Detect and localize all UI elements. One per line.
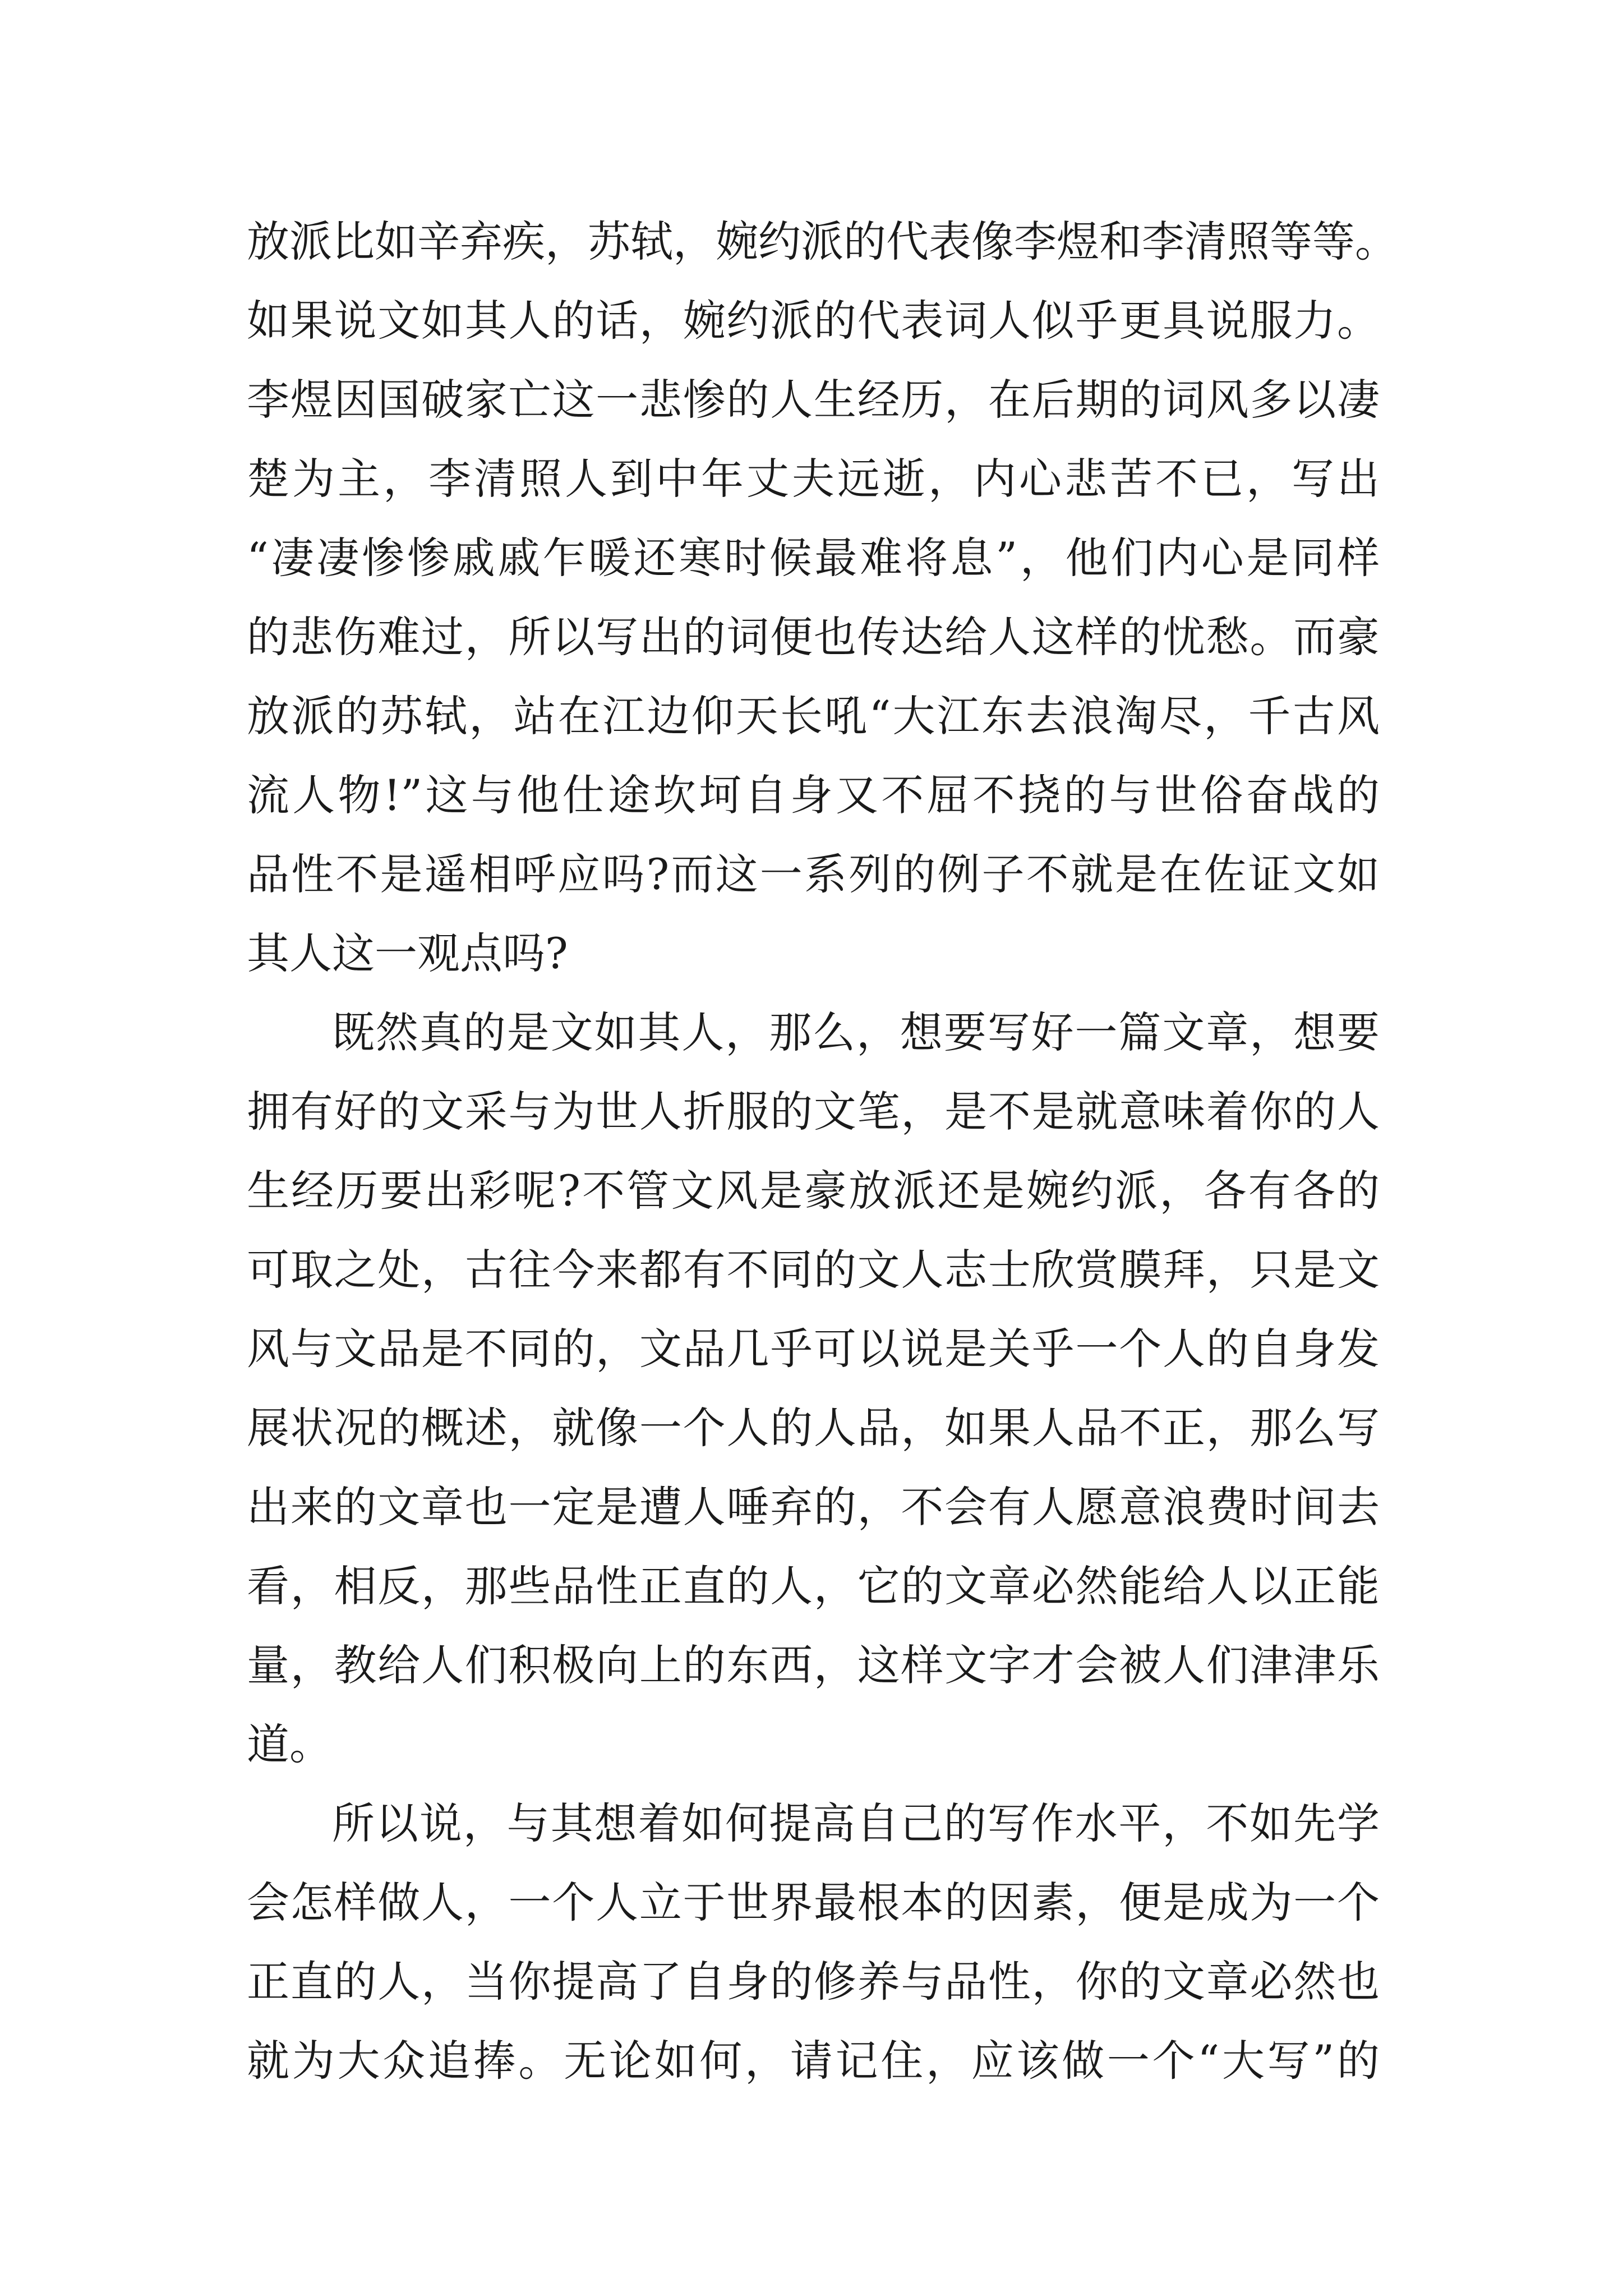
text-line: 的悲伤难过，所以写出的词便也传达给人这样的忧愁。而豪 bbox=[247, 612, 1380, 662]
text-line: 品性不是遥相呼应吗?而这一系列的例子不就是在佐证文如 bbox=[247, 849, 1380, 899]
text-line: 风与文品是不同的，文品几乎可以说是关乎一个人的自身发 bbox=[247, 1324, 1380, 1374]
text-line: 如果说文如其人的话，婉约派的代表词人似乎更具说服力。 bbox=[247, 296, 1380, 346]
text-line: “凄凄惨惨戚戚乍暖还寒时候最难将息”，他们内心是同样 bbox=[247, 533, 1380, 583]
text-line: 可取之处，古往今来都有不同的文人志士欣赏膜拜，只是文 bbox=[247, 1245, 1380, 1295]
text-line: 流人物!”这与他仕途坎坷自身又不屈不挠的与世俗奋战的 bbox=[247, 770, 1380, 820]
text-line: 道。 bbox=[247, 1719, 332, 1769]
text-line: 放派的苏轼，站在江边仰天长吼“大江东去浪淘尽，千古风 bbox=[247, 691, 1380, 741]
paragraph-2 bbox=[247, 993, 1380, 1784]
text-line: 楚为主，李清照人到中年丈夫远逝，内心悲苦不已，写出 bbox=[247, 454, 1380, 504]
text-line: 既然真的是文如其人，那么，想要写好一篇文章，想要 bbox=[332, 1007, 1380, 1057]
paragraph-3 bbox=[247, 1784, 1380, 2100]
text-line: 看，相反，那些品性正直的人，它的文章必然能给人以正能 bbox=[247, 1561, 1380, 1611]
text-line: 出来的文章也一定是遭人唾弃的，不会有人愿意浪费时间去 bbox=[247, 1482, 1380, 1532]
text-line: 所以说，与其想着如何提高自己的写作水平，不如先学 bbox=[332, 1798, 1380, 1848]
text-line: 李煜因国破家亡这一悲惨的人生经历，在后期的词风多以凄 bbox=[247, 375, 1380, 425]
text-line: 正直的人，当你提高了自身的修养与品性，你的文章必然也 bbox=[247, 1957, 1380, 2007]
paragraph-1 bbox=[247, 202, 1398, 993]
text-line: 其人这一观点吗? bbox=[247, 928, 568, 978]
text-line: 拥有好的文采与为世人折服的文笔，是不是就意味着你的人 bbox=[247, 1087, 1380, 1137]
text-line: 会怎样做人，一个人立于世界最根本的因素，便是成为一个 bbox=[247, 1878, 1380, 1927]
text-line: 生经历要出彩呢?不管文风是豪放派还是婉约派，各有各的 bbox=[247, 1166, 1380, 1216]
text-line: 就为大众追捧。无论如何，请记住，应该做一个“大写”的 bbox=[247, 2036, 1380, 2086]
document-body bbox=[247, 202, 1398, 2100]
text-line: 展状况的概述，就像一个人的人品，如果人品不正，那么写 bbox=[247, 1403, 1380, 1453]
text-line: 放派比如辛弃疾，苏轼，婉约派的代表像李煜和李清照等等。 bbox=[247, 217, 1398, 266]
text-line: 量，教给人们积极向上的东西，这样文字才会被人们津津乐 bbox=[247, 1640, 1380, 1690]
